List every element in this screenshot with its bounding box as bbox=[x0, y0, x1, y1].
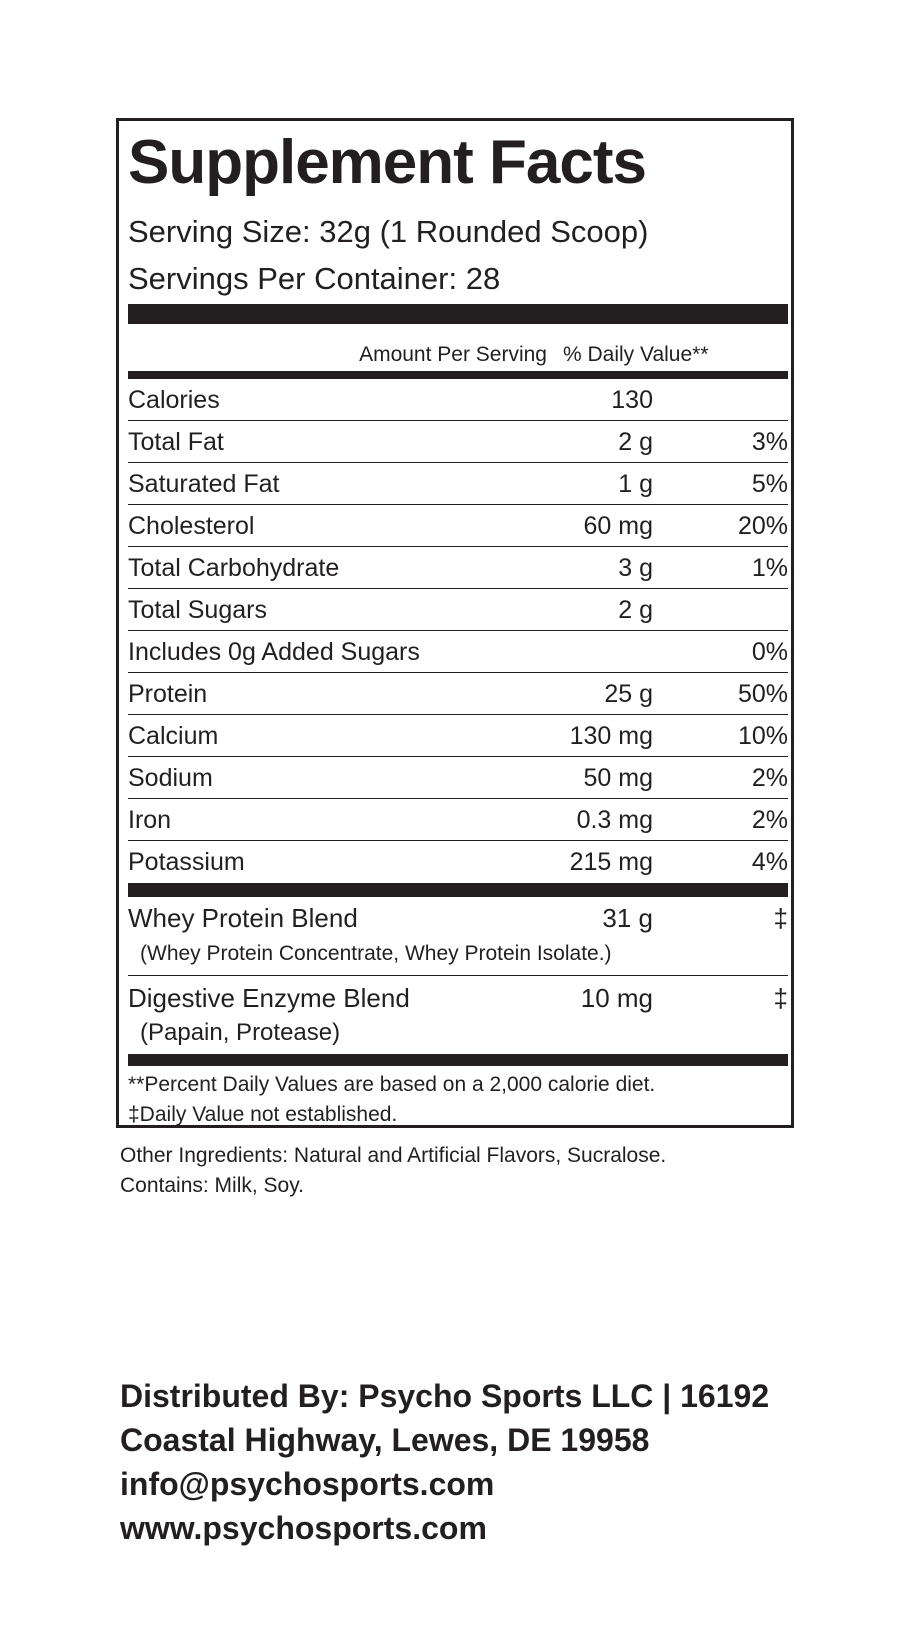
nutrient-name: Sodium bbox=[128, 764, 213, 792]
nutrient-row bbox=[128, 589, 788, 631]
column-header bbox=[128, 340, 788, 370]
nutrient-daily-value: 10% bbox=[737, 722, 788, 750]
nutrient-table bbox=[128, 379, 788, 883]
blend-name: Whey Protein Blend bbox=[128, 903, 358, 933]
thick-divider bbox=[128, 1054, 788, 1066]
distributor-line-2: Coastal Highway, Lewes, DE 19958 bbox=[120, 1422, 650, 1458]
nutrient-daily-value: 2% bbox=[751, 806, 788, 834]
allergen-contains: Contains: Milk, Soy. bbox=[120, 1174, 305, 1197]
nutrient-daily-value: 3% bbox=[751, 428, 788, 456]
nutrient-amount: 25 g bbox=[604, 680, 653, 708]
blend-row-whey bbox=[128, 897, 788, 976]
blend-daily-value: ‡ bbox=[773, 983, 788, 1013]
blend-amount: 10 mg bbox=[580, 983, 653, 1013]
servings-per-container: Servings Per Container: 28 bbox=[128, 261, 501, 296]
nutrient-name: Potassium bbox=[128, 848, 245, 876]
blend-row-enzyme bbox=[128, 977, 788, 1051]
nutrient-row bbox=[128, 715, 788, 757]
nutrient-name: Total Carbohydrate bbox=[128, 554, 340, 582]
nutrient-row bbox=[128, 757, 788, 799]
nutrient-amount: 1 g bbox=[618, 470, 653, 498]
blend-daily-value: ‡ bbox=[773, 903, 788, 933]
nutrient-amount: 50 mg bbox=[583, 764, 653, 792]
nutrient-name: Iron bbox=[128, 806, 172, 834]
nutrient-name: Total Sugars bbox=[128, 596, 267, 624]
blend-ingredients: (Whey Protein Concentrate, Whey Protein Isolate.) bbox=[140, 942, 612, 965]
nutrient-amount: 215 mg bbox=[569, 848, 653, 876]
distributor-website: www.psychosports.com bbox=[120, 1510, 487, 1546]
nutrient-amount: 130 bbox=[611, 386, 653, 414]
amount-per-serving-header: Amount Per Serving bbox=[359, 343, 547, 366]
blend-name: Digestive Enzyme Blend bbox=[128, 983, 410, 1013]
nutrient-row bbox=[128, 421, 788, 463]
distributor-line-1: Distributed By: Psycho Sports LLC | 16192 bbox=[120, 1378, 770, 1414]
nutrient-name: Protein bbox=[128, 680, 208, 708]
nutrient-name: Cholesterol bbox=[128, 512, 255, 540]
nutrient-amount: 130 mg bbox=[569, 722, 653, 750]
thick-divider bbox=[128, 304, 788, 324]
nutrient-amount: 60 mg bbox=[583, 512, 653, 540]
supplement-facts-panel bbox=[116, 118, 794, 1128]
footnote-percent-dv: **Percent Daily Values are based on a 2,000 calorie diet. bbox=[128, 1073, 656, 1096]
nutrient-daily-value: 5% bbox=[751, 470, 788, 498]
nutrient-name: Saturated Fat bbox=[128, 470, 280, 498]
other-ingredients: Other Ingredients: Natural and Artificial Flavors, Sucralose. bbox=[120, 1144, 667, 1167]
nutrient-row bbox=[128, 799, 788, 841]
nutrient-row bbox=[128, 463, 788, 505]
distributor-email: info@psychosports.com bbox=[120, 1466, 495, 1502]
nutrient-amount: 2 g bbox=[618, 596, 653, 624]
nutrient-row bbox=[128, 379, 788, 421]
daily-value-header: % Daily Value** bbox=[563, 343, 709, 366]
blend-amount: 31 g bbox=[602, 903, 653, 933]
nutrient-row bbox=[128, 631, 788, 673]
nutrient-name: Calcium bbox=[128, 722, 219, 750]
nutrient-amount: 0.3 mg bbox=[576, 806, 653, 834]
nutrient-row bbox=[128, 547, 788, 589]
nutrient-daily-value: 2% bbox=[751, 764, 788, 792]
nutrient-daily-value: 0% bbox=[751, 638, 788, 666]
nutrient-name: Calories bbox=[128, 386, 220, 414]
nutrient-amount: 3 g bbox=[618, 554, 653, 582]
medium-divider bbox=[128, 371, 788, 379]
nutrient-row bbox=[128, 505, 788, 547]
nutrient-row bbox=[128, 673, 788, 715]
footnote-dv-not-established: ‡Daily Value not established. bbox=[128, 1103, 398, 1126]
blend-ingredients: (Papain, Protease) bbox=[140, 1019, 341, 1046]
nutrient-name: Includes 0g Added Sugars bbox=[128, 638, 420, 666]
serving-size: Serving Size: 32g (1 Rounded Scoop) bbox=[128, 214, 649, 249]
nutrient-daily-value: 1% bbox=[751, 554, 788, 582]
nutrient-daily-value: 50% bbox=[737, 680, 788, 708]
nutrient-name: Total Fat bbox=[128, 428, 224, 456]
nutrient-row bbox=[128, 841, 788, 883]
thick-divider bbox=[128, 883, 788, 897]
panel-title: Supplement Facts bbox=[128, 128, 646, 197]
nutrient-amount: 2 g bbox=[618, 428, 653, 456]
nutrient-daily-value: 4% bbox=[751, 848, 788, 876]
nutrient-daily-value: 20% bbox=[737, 512, 788, 540]
